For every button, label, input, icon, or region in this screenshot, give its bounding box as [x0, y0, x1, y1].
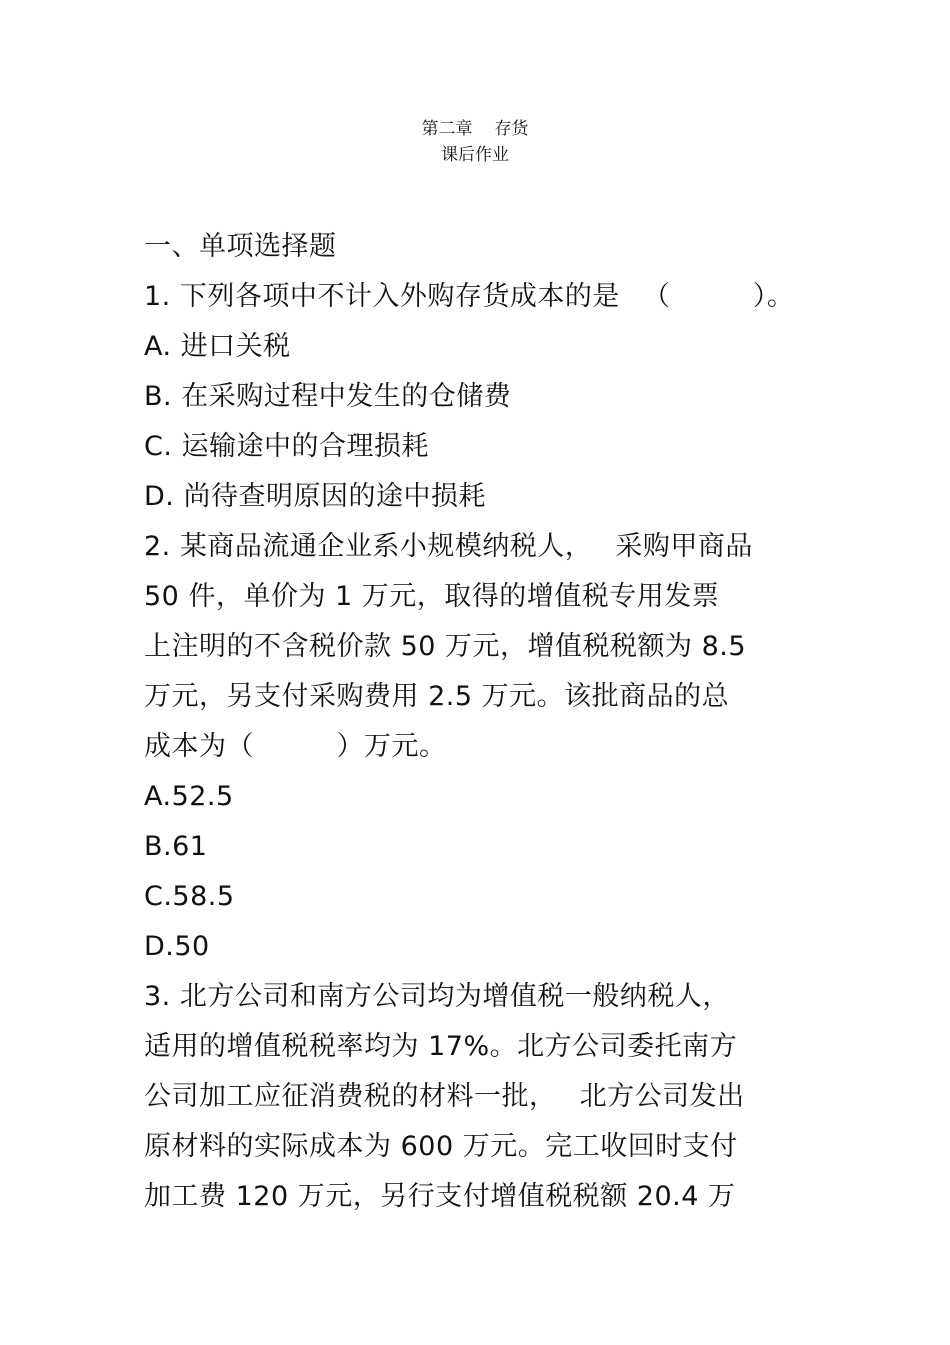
section-title: 一、单项选择题 [144, 231, 337, 262]
homework-subtitle: 课后作业 [441, 145, 509, 165]
option-b: B. 在采购过程中发生的仓储费 [144, 381, 512, 412]
chapter-number: 第二章 [421, 119, 473, 139]
question-text: 成本为（ ）万元。 [144, 731, 447, 762]
option-c: C. 运输途中的合理损耗 [144, 431, 430, 462]
question-text: 1. 下列各项中不计入外购存货成本的是 （ ）。 [144, 281, 795, 312]
option-d: D.50 [144, 931, 210, 962]
option-a: A. 进口关税 [144, 331, 291, 362]
chapter-title: 存货 [494, 119, 529, 139]
option-a: A.52.5 [144, 781, 234, 812]
question-text: 3. 北方公司和南方公司均为增值税一般纳税人， [144, 981, 730, 1012]
question-3 [144, 972, 834, 1222]
question-text: 适用的增值税税率均为 17%。北方公司委托南方 [144, 1031, 738, 1062]
chapter-heading [0, 118, 950, 140]
question-text: 原材料的实际成本为 600 万元。完工收回时支付 [144, 1131, 738, 1162]
option-c: C.58.5 [144, 881, 235, 912]
question-1 [144, 272, 834, 522]
document-body [144, 222, 834, 1222]
option-d: D. 尚待查明原因的途中损耗 [144, 481, 486, 512]
question-text: 2. 某商品流通企业系小规模纳税人， 采购甲商品 [144, 531, 753, 562]
option-b: B.61 [144, 831, 208, 862]
question-text: 上注明的不含税价款 50 万元，增值税税额为 8.5 [144, 631, 747, 662]
question-text: 万元，另支付采购费用 2.5 万元。该批商品的总 [144, 681, 730, 712]
question-text: 50 件，单价为 1 万元，取得的增值税专用发票 [144, 581, 720, 612]
question-text: 公司加工应征消费税的材料一批， 北方公司发出 [144, 1081, 745, 1112]
question-text: 加工费 120 万元，另行支付增值税税额 20.4 万 [144, 1181, 736, 1212]
question-2 [144, 522, 834, 972]
